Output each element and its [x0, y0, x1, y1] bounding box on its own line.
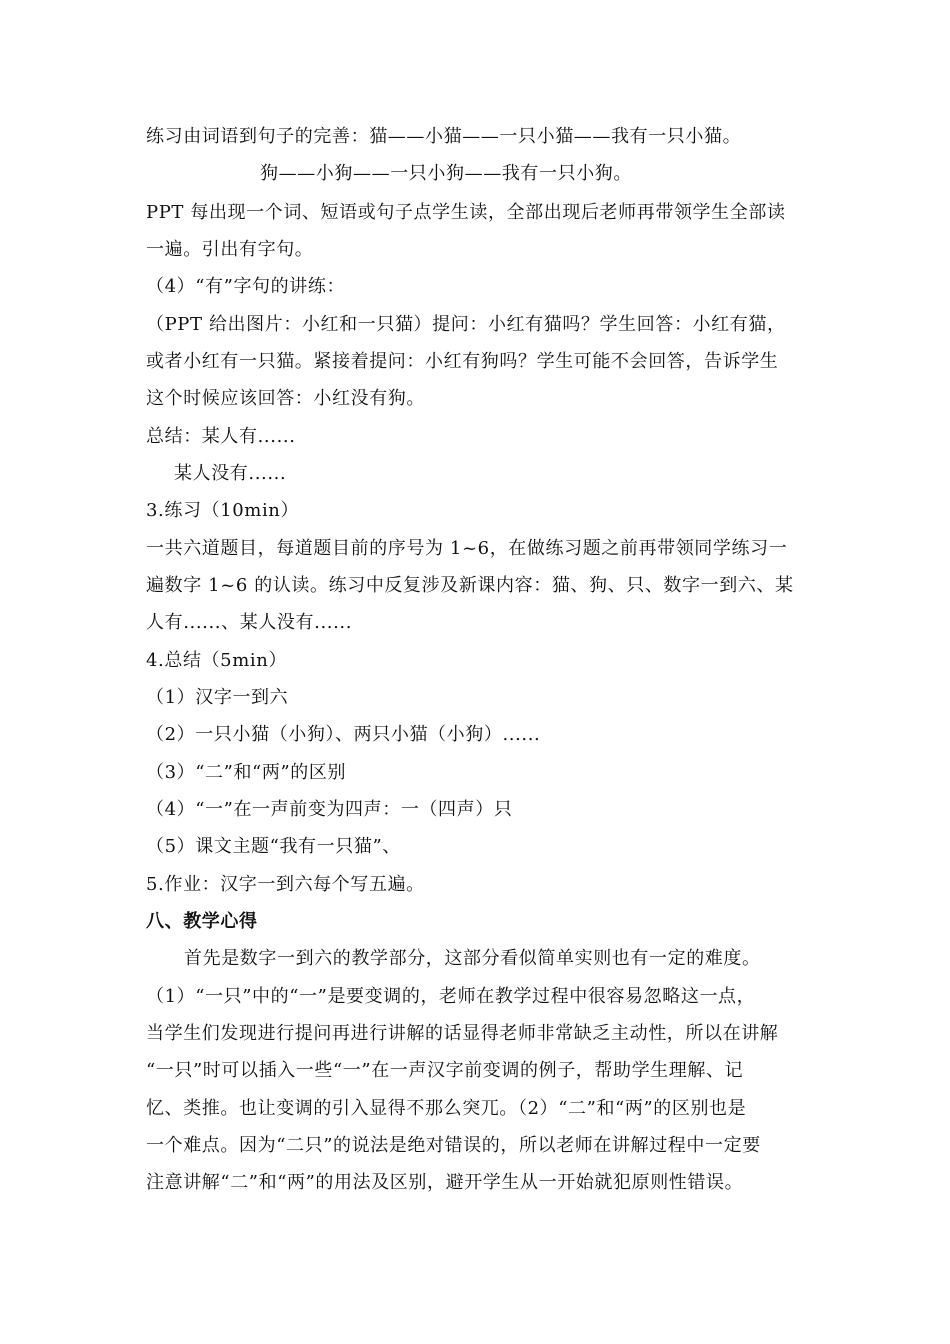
text-line: 遍数字 1~6 的认读。练习中反复涉及新课内容：猫、狗、只、数字一到六、某	[146, 575, 794, 596]
paragraph-line: 首先是数字一到六的教学部分，这部分看似简单实则也有一定的难度。	[184, 948, 761, 969]
text-line: 一遍。引出有字句。	[146, 239, 314, 260]
list-item: （3）“二”和“两”的区别	[146, 762, 347, 783]
text-line: 狗——小狗——一只小狗——我有一只小狗。	[260, 163, 632, 184]
paragraph-line: 注意讲解“二”和“两”的用法及区别，避开学生从一开始就犯原则性错误。	[146, 1172, 744, 1193]
text-line: 一共六道题目，每道题目前的序号为 1~6，在做练习题之前再带领同学练习一	[146, 538, 788, 559]
paragraph-line: 当学生们发现进行提问再进行讲解的话显得老师非常缺乏主动性，所以在讲解	[146, 1023, 779, 1044]
text-line: （4）“有”字句的讲练：	[146, 276, 346, 297]
text-line: 练习由词语到句子的完善：猫——小猫——一只小猫——我有一只小猫。	[146, 126, 742, 147]
section-heading: 3.练习（10min）	[146, 500, 300, 521]
text-line: 总结：某人有......	[146, 426, 296, 447]
paragraph-line: （1）“一只”中的“一”是要变调的，老师在教学过程中很容易忽略这一点，	[146, 986, 756, 1007]
text-line: （PPT 给出图片：小红和一只猫）提问：小红有猫吗？学生回答：小红有猫，	[146, 314, 786, 335]
paragraph-line: 忆、类推。也让变调的引入显得不那么突兀。（2）“二”和“两”的区别也是	[146, 1098, 747, 1119]
list-item: （2）一只小猫（小狗）、两只小猫（小狗）......	[146, 724, 541, 745]
list-item: （1）汉字一到六	[146, 687, 289, 708]
chapter-heading: 八、教学心得	[146, 911, 258, 932]
list-item: （5）课文主题“我有一只猫”、	[146, 836, 401, 857]
section-heading: 5.作业：汉字一到六每个写五遍。	[146, 874, 425, 895]
text-line: 或者小红有一只猫。紧接着提问：小红有狗吗？学生可能不会回答，告诉学生	[146, 351, 779, 372]
text-line: 这个时候应该回答：小红没有狗。	[146, 388, 425, 409]
text-line: 某人没有......	[174, 463, 287, 484]
list-item: （4）“一”在一声前变为四声：一（四声）只	[146, 799, 513, 820]
text-line: PPT 每出现一个词、短语或句子点学生读，全部出现后老师再带领学生全部读	[146, 202, 786, 223]
text-line: 人有......、某人没有......	[146, 612, 353, 633]
paragraph-line: “一只”时可以插入一些“一”在一声汉字前变调的例子，帮助学生理解、记	[146, 1060, 744, 1081]
paragraph-line: 一个难点。因为“二只”的说法是绝对错误的，所以老师在讲解过程中一定要	[146, 1135, 761, 1156]
section-heading: 4.总结（5min）	[146, 650, 288, 671]
